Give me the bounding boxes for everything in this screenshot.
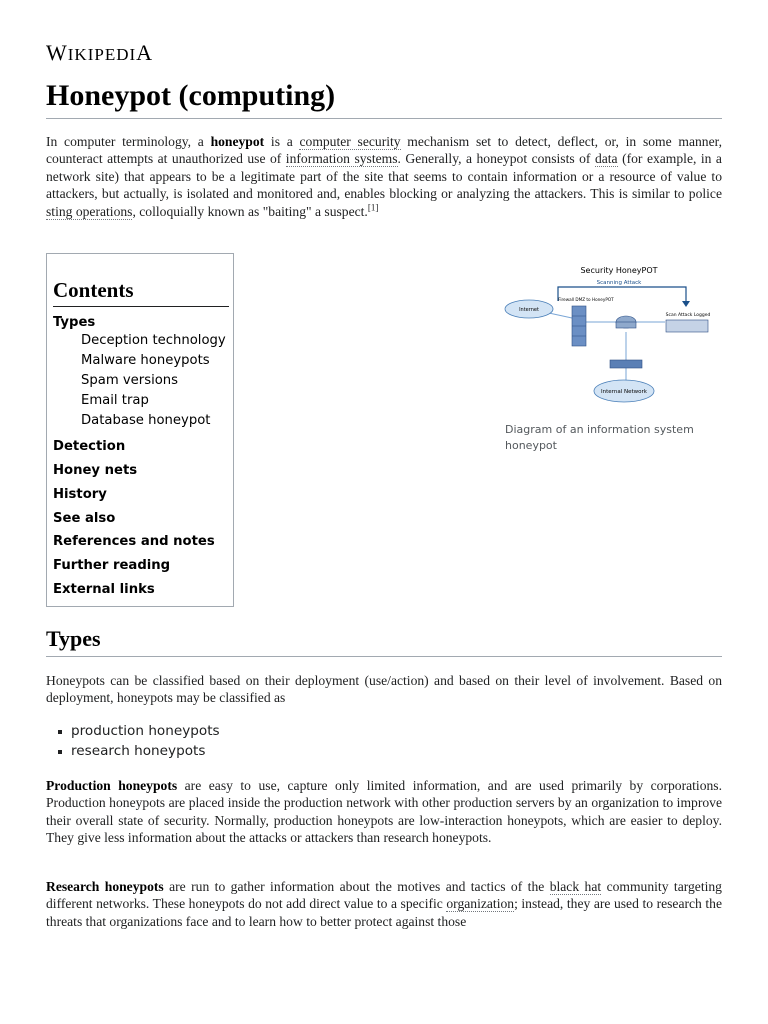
text: (for example, in a network site) that appears to be a legitimate part of the site that seems to contain information or a resource of value to attackers, but actually, is isolated and monitored and, enables blocking or analyzing the attackers. This is similar to police <box>46 151 722 202</box>
research-paragraph <box>46 878 722 930</box>
diagram-title: Security HoneyPOT <box>580 266 658 275</box>
network-switch-icon <box>610 360 642 368</box>
link-data[interactable]: data <box>594 151 618 167</box>
link-information-systems[interactable]: information systems <box>285 151 398 167</box>
link-sting-operations[interactable]: sting operations <box>46 203 133 219</box>
title-divider <box>46 118 722 119</box>
toc-item-history[interactable]: History <box>53 487 107 502</box>
toc-item-further-reading[interactable]: Further reading <box>53 558 171 573</box>
diagram-subtitle: Scanning Attack <box>596 280 642 286</box>
honeypot-server-icon <box>666 320 708 332</box>
section-divider <box>46 656 722 657</box>
diagram-label-scan: Scan Attack Logged <box>665 313 711 318</box>
text: are easy to use, capture only limited information, and are used primarily by corporations. Production honeypots are placed inside the production network with other production servers by an organization to improve their overall state of security. Normally, production honeypots are low-interaction honeypots, which are easier to deploy. They give less information about the attacks or attackers than research honeypots. <box>46 778 722 846</box>
honeypot-diagram[interactable] <box>500 258 718 418</box>
list-item: production honeypots <box>58 721 220 741</box>
toc-item-email-trap[interactable]: Email trap <box>81 393 149 408</box>
toc-item-external-links[interactable]: External links <box>53 582 155 597</box>
wikipedia-wordmark[interactable] <box>46 40 153 66</box>
toc-item-see-also[interactable]: See also <box>53 511 116 526</box>
text: community targeting different networks. These honeypots do not add direct value to a specific <box>46 879 722 912</box>
term-bold: honeypot <box>210 134 265 149</box>
production-paragraph <box>46 777 722 847</box>
toc-divider <box>53 306 229 307</box>
toc-item-database-honeypot[interactable]: Database honeypot <box>81 413 211 428</box>
toc-item-spam-versions[interactable]: Spam versions <box>81 373 179 388</box>
text: , colloquially known as "baiting" a suspect. <box>132 203 368 219</box>
figure-caption: Diagram of an information system honeypot <box>505 423 694 452</box>
wordmark-letter: A <box>136 40 154 65</box>
text: In computer terminology, a <box>46 134 211 149</box>
text: mechanism set to detect, deflect, or, in some manner, counteract attempts at unauthorized use of <box>46 134 722 167</box>
types-intro-paragraph: Honeypots can be classified based on their deployment (use/action) and based on their level of involvement. Based on deployment, honeypots may be classified as <box>46 673 722 706</box>
toc-item-honey-nets[interactable]: Honey nets <box>53 463 138 478</box>
toc-item-types[interactable]: Types <box>53 315 96 330</box>
term-bold: Production honeypots <box>46 778 178 793</box>
link-organization[interactable]: organization <box>446 896 515 912</box>
reference-link[interactable]: [1] <box>367 202 379 213</box>
text: ; instead, they are used to research the threats that organizations face and to learn how to better protect against those <box>46 896 723 929</box>
toc-item-deception-technology[interactable]: Deception technology <box>81 333 226 348</box>
page-title: Honeypot (computing) <box>46 79 336 112</box>
intro-paragraph <box>46 133 722 220</box>
attack-arrow-head <box>682 301 690 307</box>
diagram-label-internet: Internet <box>519 307 539 313</box>
toc-title: Contents <box>53 278 134 302</box>
table-of-contents <box>46 253 234 607</box>
text: is a <box>264 134 300 149</box>
section-heading-types: Types <box>46 626 101 651</box>
link-computer-security[interactable]: computer security <box>299 134 401 149</box>
diagram-label-dmz: Firewall DMZ to HoneyPOT <box>558 297 614 302</box>
toc-item-malware-honeypots[interactable]: Malware honeypots <box>81 353 210 368</box>
wordmark-smallcaps: IKIPEDI <box>67 45 137 64</box>
toc-item-references[interactable]: References and notes <box>53 534 215 549</box>
list-item: research honeypots <box>58 741 220 761</box>
text: are run to gather information about the motives and tactics of the <box>163 879 550 894</box>
diagram-label-internal: Internal Network <box>601 389 647 395</box>
wordmark-letter: W <box>46 40 68 65</box>
term-bold: Research honeypots <box>46 879 164 894</box>
router-body <box>616 322 636 328</box>
deployment-list <box>58 721 220 761</box>
text: . Generally, a honeypot consists of <box>397 151 595 167</box>
link-black-hat[interactable]: black hat <box>549 879 602 894</box>
toc-item-detection[interactable]: Detection <box>53 439 126 454</box>
